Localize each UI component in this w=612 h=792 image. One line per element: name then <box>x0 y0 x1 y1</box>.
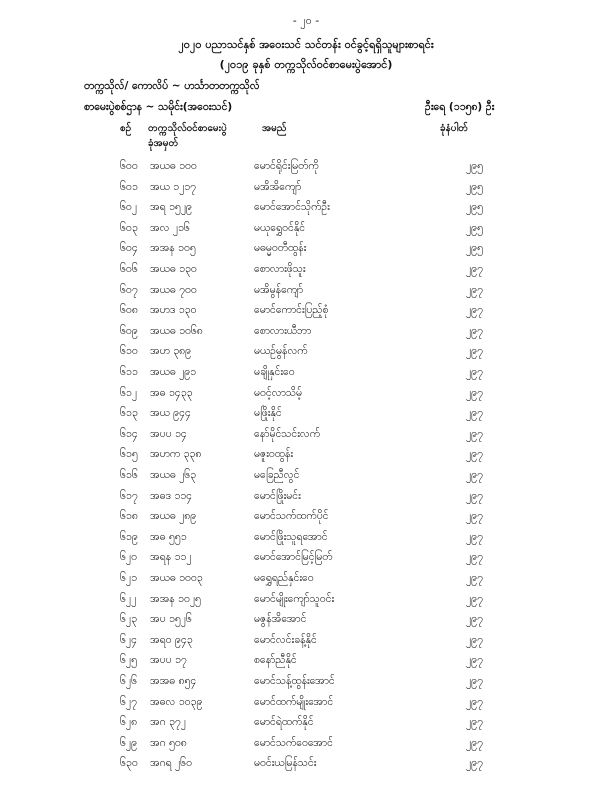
seat-id: ၂၉၇ <box>466 592 483 605</box>
student-name: မယဉ်မွန်လက် <box>254 345 308 358</box>
column-header-name: အမည် <box>262 123 287 134</box>
student-name: မောင်ဖြိုးသူရအောင် <box>254 530 328 543</box>
table-row <box>0 613 612 633</box>
row-number: ၆၂၈ <box>120 716 138 729</box>
table-row <box>0 696 612 716</box>
student-name: နော်မိုင်သင်းလက် <box>254 427 321 440</box>
student-name: မောင်ကောင်းပြည့်စုံ <box>254 304 329 317</box>
seat-id: ၂၉၇ <box>466 304 483 317</box>
row-number: ၆၀၆ <box>120 263 138 275</box>
roll-number: အဓလ ၁၀၃၉ <box>150 695 203 708</box>
seat-id: ၂၉၇ <box>466 510 483 523</box>
student-name: မောင်သက်ထက်ပိုင် <box>254 510 329 523</box>
row-number: ၆၀၈ <box>120 304 138 317</box>
table-row <box>0 469 612 489</box>
row-number: ၆၀၀ <box>120 160 138 172</box>
roll-number: အဂ ၅၀၈ <box>150 736 187 749</box>
document-title: ၂၀၂၀ ပညာသင်နှစ် အဝေးသင် သင်တန်း ဝင်ခွင့်ရရှိသူများစာရင်း <box>178 38 434 51</box>
roll-number: အဓဒ ၁၁၄ <box>150 489 193 502</box>
roll-number: အယ ၉၄၄ <box>150 407 191 420</box>
roll-number: အပပ ၁၄ <box>150 427 187 440</box>
student-name: စနော်ညီနိုင် <box>254 654 297 667</box>
student-name: မောင်အောင်မြင့်မြတ် <box>254 551 333 564</box>
seat-id: ၂၉၇ <box>466 633 483 646</box>
table-row <box>0 428 612 448</box>
row-number: ၆၁၆ <box>120 469 138 481</box>
roll-number: အယဓ ၁၀၀ <box>150 160 197 172</box>
row-number: ၆၁၇ <box>120 489 138 502</box>
roll-number: အရ ၁၅၂၉ <box>150 201 192 214</box>
student-name: မဓမ္မဝတီထွန်း <box>254 242 307 255</box>
roll-number: အလ ၂၁၆ <box>150 221 190 234</box>
roll-number: အဓ ၁၄၃၃ <box>150 386 193 399</box>
student-name: မဝင်းယမြန်သင်း <box>254 757 317 770</box>
row-number: ၆၂၁ <box>120 572 137 584</box>
table-row <box>0 242 612 262</box>
student-name: မောင်အောင်သိုက်ဦး <box>254 201 330 214</box>
table-row <box>0 510 612 530</box>
row-number: ၆၀၉ <box>120 324 138 337</box>
roll-number: အပ ၁၅၂၆ <box>150 613 192 626</box>
roll-number: အဂရ ၂၆၀ <box>150 757 192 770</box>
seat-id: ၂၉၇ <box>466 695 483 708</box>
student-name: မောင်လင်းခန့်နိုင် <box>254 633 317 646</box>
row-number: ၆၂၅ <box>120 654 137 667</box>
table-row <box>0 407 612 427</box>
row-number: ၆၀၃ <box>120 221 138 234</box>
seat-id: ၂၉၇ <box>466 469 483 481</box>
student-name: မောင်မျိုးကျော်သူဝင်း <box>254 592 335 605</box>
seat-id: ၂၉၇ <box>466 489 483 502</box>
student-name: မောင်ဖြိုးမင်း <box>254 489 301 502</box>
student-name: မဝင့်လာသိမ့် <box>254 386 303 399</box>
row-number: ၆၀၁ <box>120 180 138 193</box>
roll-number: အဟဒ ၁၃၀ <box>150 304 197 317</box>
seat-id: ၂၉၇ <box>466 386 483 399</box>
student-name: မောင်သက်ဝေအောင် <box>254 736 333 749</box>
seat-id: ၂၉၇ <box>466 572 483 584</box>
seat-id: ၂၉၇ <box>466 345 483 358</box>
row-number: ၆၁၅ <box>120 448 138 461</box>
student-name: မောင်သန့်ထွန်းအောင် <box>254 675 335 687</box>
table-row <box>0 201 612 221</box>
seat-id: ၂၉၅ <box>466 242 483 255</box>
roll-number: အအန ၁၀၂၅ <box>150 592 201 605</box>
row-number: ၆၂၂ <box>120 592 137 605</box>
table-row <box>0 304 612 324</box>
row-number: ၆၁၈ <box>120 510 138 523</box>
roll-number: အယဓ ၁၀၀၃ <box>150 572 203 584</box>
student-name: မောင်ရိုင်းမြတ်ကို <box>254 160 319 172</box>
roll-number: အအန ၁၀၅ <box>150 242 196 255</box>
table-row <box>0 634 612 654</box>
seat-id: ၂၉၇ <box>466 757 483 770</box>
seat-id: ၂၉၇ <box>466 654 483 667</box>
column-header-roll: တက္ကသိုလ်ဝင်စာမေးပွဲ <box>148 123 227 134</box>
table-row <box>0 716 612 736</box>
document-subtitle: (၂၀၁၉ ခုနှစ် တက္ကသိုလ်ဝင်စာမေးပွဲအောင်) <box>219 58 393 71</box>
seat-id: ၂၉၇ <box>466 613 483 626</box>
table-row <box>0 448 612 468</box>
student-name: စောလားယီဘာ <box>254 324 312 337</box>
row-number: ၆၁၁ <box>120 366 138 378</box>
row-number: ၆၃၀ <box>120 757 138 770</box>
row-number: ၆၂၀ <box>120 551 137 564</box>
seat-id: ၂၉၇ <box>466 675 483 687</box>
table-row <box>0 222 612 242</box>
roll-number: အဟ ၃၈၉ <box>150 345 192 358</box>
table-row <box>0 490 612 510</box>
student-name: မယုရွှေဝင်နိုင် <box>254 221 306 234</box>
roll-number: အဓ ၅၅၁ <box>150 530 187 543</box>
seat-id: ၂၉၅ <box>466 180 483 193</box>
row-number: ၆၁၂ <box>120 386 137 399</box>
university-label: တက္ကသိုလ်/ ကောလိပ် ~ ဟင်္သာတတက္ကသိုလ် <box>84 80 260 92</box>
roll-number: အယဓ ၂၆၃ <box>150 469 197 481</box>
table-row <box>0 737 612 757</box>
seat-id: ၂၉၅ <box>466 201 483 214</box>
student-name: မအိမွန်ကျော် <box>254 283 304 296</box>
row-number: ၆၁၃ <box>120 407 138 420</box>
table-row <box>0 531 612 551</box>
seat-id: ၂၉၇ <box>466 551 483 564</box>
row-number: ၆၂၃ <box>120 613 137 626</box>
table-row <box>0 366 612 386</box>
student-name: မောင်ရဲထက်နိုင် <box>254 716 314 729</box>
roll-number: အယဓ ၂၉၁ <box>150 366 197 378</box>
table-row <box>0 345 612 365</box>
row-number: ၆၁၄ <box>120 427 138 440</box>
row-number: ၆၀၇ <box>120 283 138 296</box>
table-row <box>0 160 612 180</box>
table-row <box>0 387 612 407</box>
student-name: မခြေညီလွင် <box>254 469 300 481</box>
roll-number: အအဓ ၈၅၄ <box>150 675 197 687</box>
seat-id: ၂၉၇ <box>466 736 483 749</box>
student-name: မဖြိုးနိုင် <box>254 407 282 420</box>
student-name: မရွှေရည်နှင်းဝေ <box>254 572 314 584</box>
row-number: ၆၀၄ <box>120 242 138 255</box>
roll-number: အရ၀ ၉၄၃ <box>150 633 193 646</box>
table-row <box>0 572 612 592</box>
roll-number: အဂ ၃၇၂ <box>150 716 186 729</box>
roll-number: အပပ ၁၇ <box>150 654 187 667</box>
seat-id: ၂၉၇ <box>466 283 483 296</box>
roll-number: အယဓ ၂၈၉ <box>150 510 197 523</box>
roll-number: အရန ၁၁၂ <box>150 551 192 564</box>
student-name: မချိုနှင်းဝေ <box>254 366 295 378</box>
seat-id: ၂၉၇ <box>466 448 483 461</box>
seat-id: ၂၉၇ <box>466 716 483 729</box>
table-row <box>0 654 612 674</box>
column-header-roll-2: ခုံအမှတ် <box>148 138 179 149</box>
student-name: မအိအိကျော် <box>254 180 302 193</box>
row-number: ၆၂၇ <box>120 695 137 708</box>
student-name: မောင်ထက်မျိုးအောင် <box>254 695 334 708</box>
roll-number: အယဓ ၁၀၆၈ <box>150 324 203 337</box>
seat-id: ၂၉၇ <box>466 263 483 275</box>
table-row <box>0 675 612 695</box>
seat-id: ၂၉၇ <box>466 407 483 420</box>
column-header-no: စဉ် <box>120 123 132 134</box>
table-row <box>0 263 612 283</box>
table-row <box>0 284 612 304</box>
seat-id: ၂၉၅ <box>466 221 483 234</box>
row-number: ၆၂၄ <box>120 633 137 646</box>
table-row <box>0 593 612 613</box>
student-name: မဇူးဝထွန်း <box>254 448 294 461</box>
exam-center-label: စာမေးပွဲစစ်ဌာန ~ သမိုင်း(အဝေးသင်) <box>84 101 233 113</box>
table-row <box>0 551 612 571</box>
student-name: မဇွန်အိအောင် <box>254 613 307 626</box>
student-name: စောလားဖိုသူး <box>254 263 306 275</box>
row-number: ၆၂၉ <box>120 736 137 749</box>
seat-id: ၂၉၇ <box>466 530 483 543</box>
seat-id: ၂၉၇ <box>466 324 483 337</box>
table-row <box>0 757 612 777</box>
row-number: ၆၁၀ <box>120 345 138 358</box>
seat-id: ၂၉၇ <box>466 366 483 378</box>
seat-id: ၂၉၅ <box>466 160 483 172</box>
roll-number: အယဓ ၇၀၀ <box>150 283 197 296</box>
headcount-label: ဦးရေ (၁၁၅၈) ဦး <box>425 101 495 113</box>
page-number: - ၂၀ - <box>292 14 320 27</box>
column-header-id: ခုံနံပါတ် <box>440 123 468 134</box>
roll-number: အယဓ ၁၃၀ <box>150 263 197 275</box>
table-row <box>0 325 612 345</box>
row-number: ၆၀၂ <box>120 201 137 214</box>
table-row <box>0 181 612 201</box>
roll-number: အဟက ၃၃၈ <box>150 448 202 461</box>
row-number: ၆၁၉ <box>120 530 138 543</box>
row-number: ၆၂၆ <box>120 675 137 687</box>
roll-number: အယ ၁၂၁၇ <box>150 180 197 193</box>
seat-id: ၂၉၇ <box>466 427 483 440</box>
